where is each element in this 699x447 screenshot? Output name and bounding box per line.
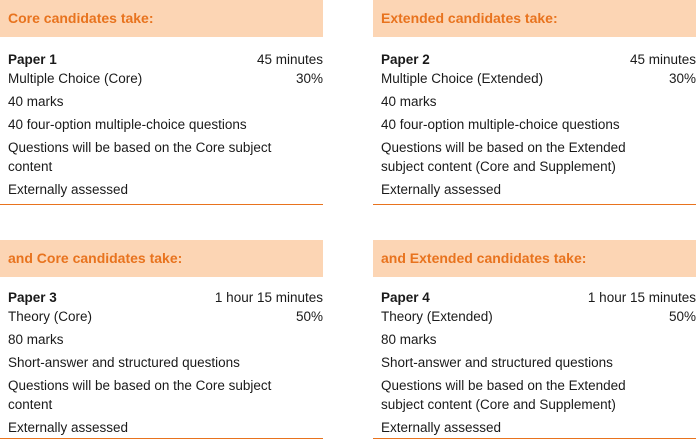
panel-header: and Extended candidates take:	[373, 240, 696, 277]
panel-header: and Core candidates take:	[0, 240, 323, 277]
paper-content-line-2: subject content (Core and Supplement)	[381, 159, 616, 174]
panel-paper-4	[373, 240, 696, 437]
paper-marks: 80 marks	[381, 332, 437, 347]
paper-title: Paper 3	[8, 290, 57, 305]
paper-weight: 30%	[295, 71, 323, 86]
panel-header: Extended candidates take:	[373, 0, 696, 37]
paper-marks: 80 marks	[8, 332, 64, 347]
paper-subtitle: Multiple Choice (Extended)	[381, 71, 544, 86]
panel-body	[0, 277, 323, 437]
paper-title: Paper 2	[381, 52, 430, 67]
panel-divider	[373, 438, 696, 439]
paper-subtitle: Multiple Choice (Core)	[8, 71, 143, 86]
paper-weight: 50%	[668, 309, 696, 324]
paper-content-line-2: content	[8, 397, 53, 412]
panel-header: Core candidates take:	[0, 0, 323, 37]
paper-content-line-1: Questions will be based on the Extended	[381, 140, 626, 155]
panel-divider	[373, 204, 696, 205]
paper-assessment: Externally assessed	[381, 420, 502, 435]
paper-marks: 40 marks	[381, 94, 437, 109]
paper-assessment: Externally assessed	[8, 182, 129, 197]
paper-duration: 1 hour 15 minutes	[214, 290, 323, 305]
paper-format: Short-answer and structured questions	[381, 355, 613, 370]
paper-duration: 45 minutes	[629, 52, 696, 67]
panel-divider	[0, 438, 323, 439]
panel-divider	[0, 204, 323, 205]
paper-duration: 45 minutes	[256, 52, 323, 67]
paper-assessment: Externally assessed	[8, 420, 129, 435]
paper-subtitle: Theory (Core)	[8, 309, 93, 324]
paper-title: Paper 4	[381, 290, 430, 305]
panel-paper-3	[0, 240, 323, 437]
paper-weight: 50%	[295, 309, 323, 324]
paper-content-line-1: Questions will be based on the Extended	[381, 378, 626, 393]
paper-format: 40 four-option multiple-choice questions	[381, 117, 620, 132]
paper-format: Short-answer and structured questions	[8, 355, 240, 370]
paper-subtitle: Theory (Extended)	[381, 309, 493, 324]
paper-format: 40 four-option multiple-choice questions	[8, 117, 247, 132]
paper-content-line-1: Questions will be based on the Core subject	[8, 140, 272, 155]
paper-content-line-2: content	[8, 159, 53, 174]
panel-body	[373, 37, 696, 199]
paper-duration: 1 hour 15 minutes	[587, 290, 696, 305]
panel-paper-1	[0, 0, 323, 199]
paper-content-line-2: subject content (Core and Supplement)	[381, 397, 616, 412]
paper-assessment: Externally assessed	[381, 182, 502, 197]
panel-paper-2	[373, 0, 696, 199]
panel-body	[373, 277, 696, 437]
paper-title: Paper 1	[8, 52, 57, 67]
panel-body	[0, 37, 323, 199]
paper-marks: 40 marks	[8, 94, 64, 109]
paper-weight: 30%	[668, 71, 696, 86]
paper-content-line-1: Questions will be based on the Core subject	[8, 378, 272, 393]
